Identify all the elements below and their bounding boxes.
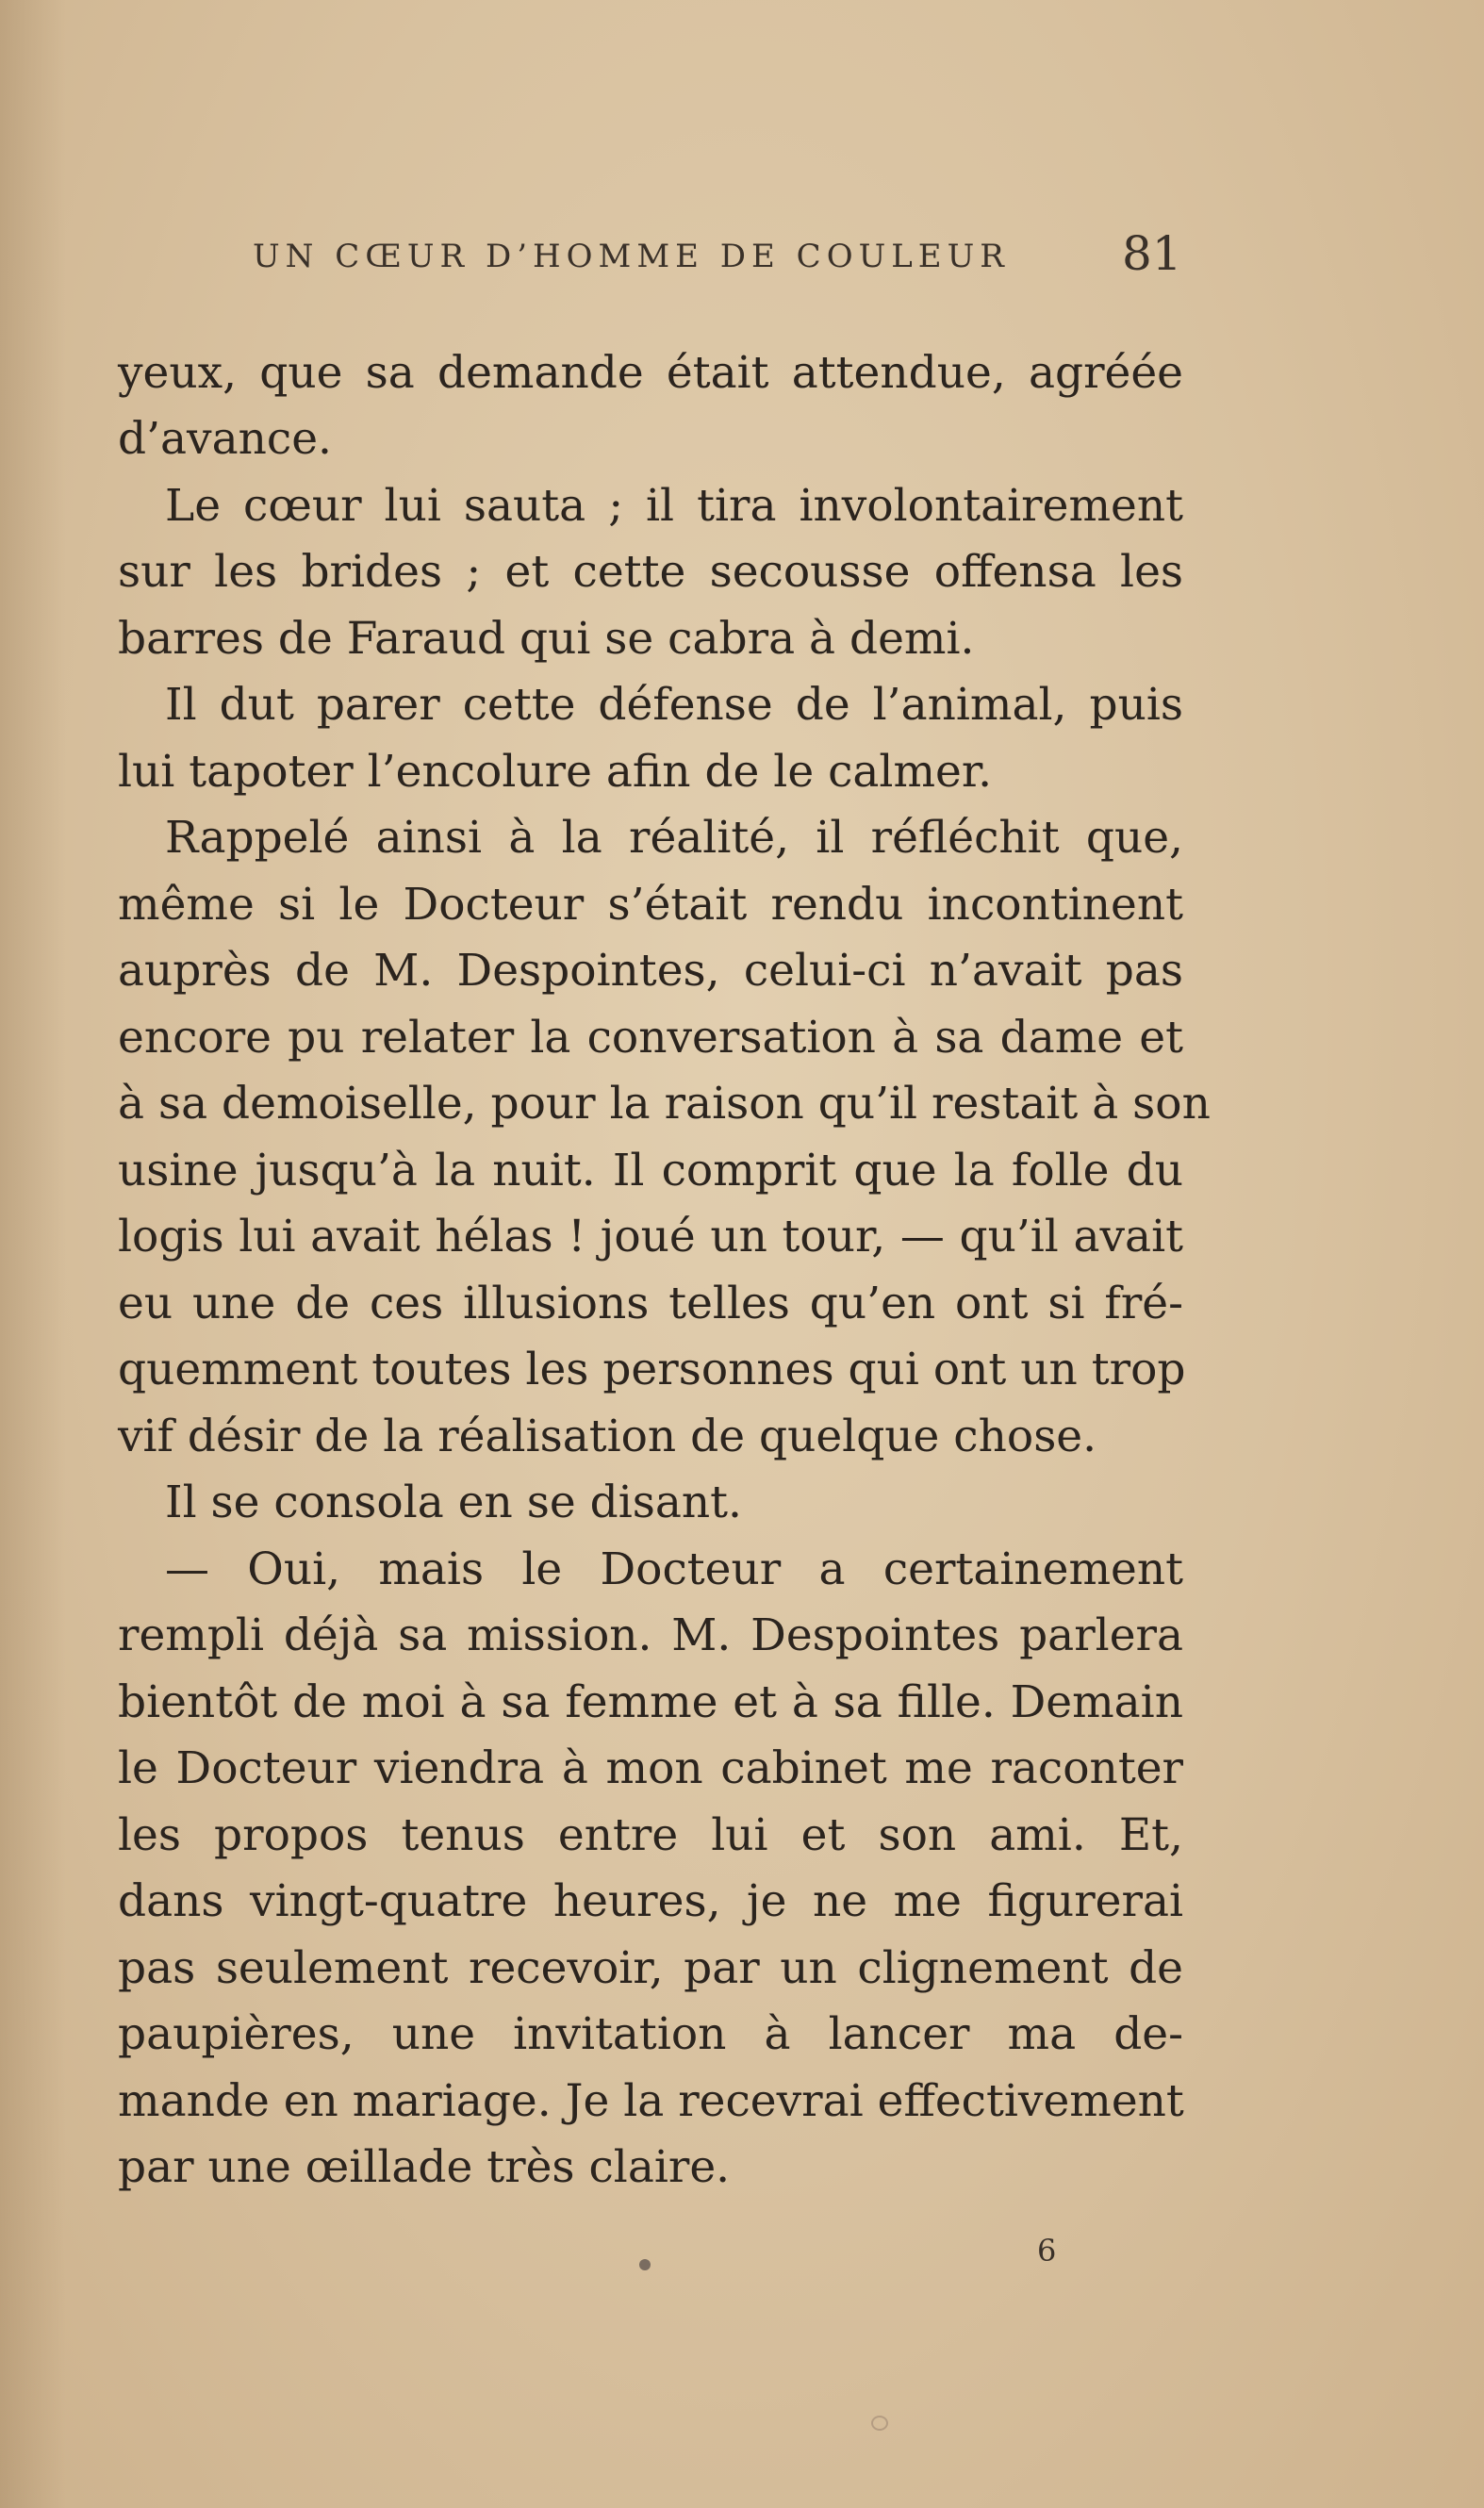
ink-dot [639,2259,651,2270]
text-line: yeux, que sa demande était attendue, agréée [118,347,1183,399]
text-line: à sa demoiselle, pour la raison qu’il restait à son [118,1078,1211,1130]
text-line: rempli déjà sa mission. M. Despointes parlera [118,1609,1183,1661]
text-line: dans vingt-quatre heures, je ne me figurerai [118,1875,1183,1927]
text-line: eu une de ces illusions telles qu’en ont si fré- [118,1278,1183,1329]
text-line: Rappelé ainsi à la réalité, il réfléchit que, [165,812,1183,864]
page-header [253,226,1195,292]
text-line: logis lui avait hélas ! joué un tour, — qu’il avait [118,1211,1183,1262]
text-line: Il dut parer cette défense de l’animal, puis [165,679,1183,731]
text-line: paupières, une invitation à lancer ma de- [118,2008,1183,2060]
text-line: encore pu relater la conversation à sa dame et [118,1012,1183,1064]
text-line: pas seulement recevoir, par un clignement de [118,1942,1183,1994]
text-line: sur les brides ; et cette secousse offensa les [118,546,1183,598]
text-line: barres de Faraud qui se cabra à demi. [118,613,975,665]
text-line: usine jusqu’à la nuit. Il comprit que la folle du [118,1145,1183,1196]
text-line: — Oui, mais le Docteur a certainement [165,1543,1183,1595]
text-line: même si le Docteur s’était rendu incontinent [118,879,1183,931]
text-line: les propos tenus entre lui et son ami. Et, [118,1809,1183,1861]
text-line: mande en mariage. Je la recevrai effectivement [118,2075,1184,2127]
text-line: vif désir de la réalisation de quelque chose. [118,1411,1097,1462]
text-line: d’avance. [118,413,332,465]
text-line: le Docteur viendra à mon cabinet me raconter [118,1742,1183,1794]
paper-speck [871,2416,888,2431]
text-line: auprès de M. Despointes, celui-ci n’avait pas [118,945,1183,997]
text-line: par une œillade très claire. [118,2141,731,2193]
text-line: Le cœur lui sauta ; il tira involontairement [165,480,1183,532]
page-number: 81 [1122,226,1182,281]
text-line: Il se consola en se disant. [165,1477,742,1528]
text-line: quemment toutes les personnes qui ont un trop [118,1344,1186,1395]
running-head: UN CŒUR D’HOMME DE COULEUR [253,238,1010,275]
signature-mark: 6 [1037,2233,1057,2269]
spine-shadow [0,0,66,2508]
text-line: lui tapoter l’encolure afin de le calmer. [118,746,993,798]
text-line: bientôt de moi à sa femme et à sa fille. Demain [118,1676,1183,1728]
